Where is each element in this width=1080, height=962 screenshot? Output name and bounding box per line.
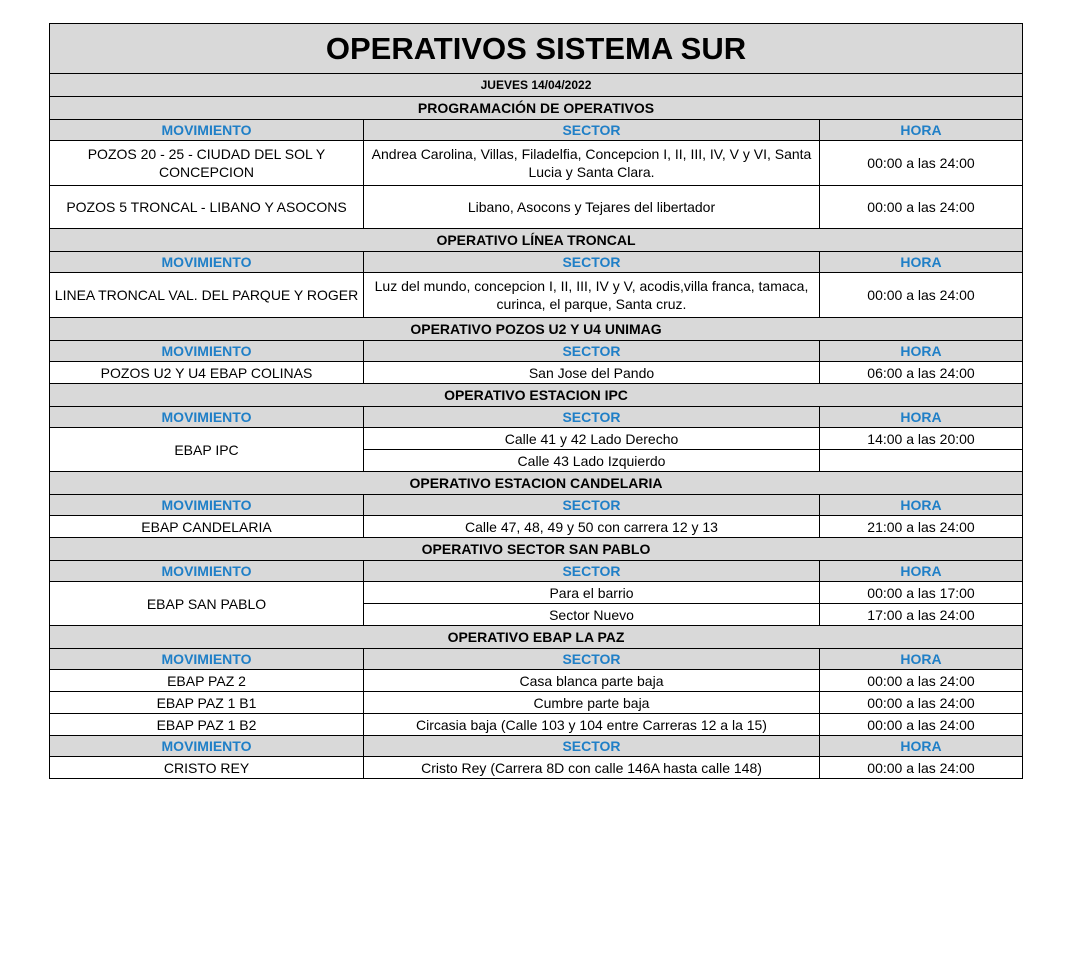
header-movimiento: MOVIMIENTO [50, 120, 364, 141]
cell-sector: Calle 43 Lado Izquierdo [364, 450, 820, 472]
header-movimiento: MOVIMIENTO [50, 561, 364, 582]
header-hora: HORA [820, 120, 1023, 141]
header-sector: SECTOR [364, 736, 820, 757]
operativos-table [49, 23, 1023, 779]
table-row [50, 428, 1023, 450]
table-row [50, 273, 1023, 318]
table-row [50, 692, 1023, 714]
header-hora: HORA [820, 495, 1023, 516]
cell-hora: 00:00 a las 24:00 [820, 670, 1023, 692]
column-header-row [50, 341, 1023, 362]
cell-sector: Sector Nuevo [364, 604, 820, 626]
header-movimiento: MOVIMIENTO [50, 495, 364, 516]
section-title: OPERATIVO EBAP LA PAZ [50, 626, 1023, 649]
table-row [50, 757, 1023, 779]
cell-movimiento: LINEA TRONCAL VAL. DEL PARQUE Y ROGER [50, 273, 364, 318]
section-row [50, 384, 1023, 407]
table-row [50, 362, 1023, 384]
cell-sector: Cristo Rey (Carrera 8D con calle 146A hasta calle 148) [364, 757, 820, 779]
cell-hora: 00:00 a las 17:00 [820, 582, 1023, 604]
page-title: OPERATIVOS SISTEMA SUR [50, 24, 1023, 74]
header-movimiento: MOVIMIENTO [50, 252, 364, 273]
cell-sector: Cumbre parte baja [364, 692, 820, 714]
cell-hora [820, 450, 1023, 472]
header-movimiento: MOVIMIENTO [50, 341, 364, 362]
header-movimiento: MOVIMIENTO [50, 649, 364, 670]
column-header-row [50, 407, 1023, 428]
cell-movimiento: EBAP SAN PABLO [50, 582, 364, 626]
date-label: JUEVES 14/04/2022 [50, 74, 1023, 97]
cell-hora: 00:00 a las 24:00 [820, 714, 1023, 736]
column-header-row [50, 252, 1023, 273]
column-header-row [50, 561, 1023, 582]
section-title: PROGRAMACIÓN DE OPERATIVOS [50, 97, 1023, 120]
table-row [50, 186, 1023, 229]
cell-sector: Circasia baja (Calle 103 y 104 entre Carreras 12 a la 15) [364, 714, 820, 736]
header-hora: HORA [820, 649, 1023, 670]
section-title: OPERATIVO SECTOR SAN PABLO [50, 538, 1023, 561]
header-hora: HORA [820, 561, 1023, 582]
header-sector: SECTOR [364, 495, 820, 516]
column-header-row [50, 649, 1023, 670]
cell-movimiento: EBAP IPC [50, 428, 364, 472]
section-row [50, 626, 1023, 649]
header-movimiento: MOVIMIENTO [50, 736, 364, 757]
cell-movimiento: POZOS U2 Y U4 EBAP COLINAS [50, 362, 364, 384]
cell-hora: 00:00 a las 24:00 [820, 757, 1023, 779]
section-title: OPERATIVO ESTACION CANDELARIA [50, 472, 1023, 495]
cell-hora: 14:00 a las 20:00 [820, 428, 1023, 450]
cell-sector: Andrea Carolina, Villas, Filadelfia, Concepcion I, II, III, IV, V y VI, Santa Lucia y Santa Clara. [364, 141, 820, 186]
table-row [50, 670, 1023, 692]
cell-sector: Calle 47, 48, 49 y 50 con carrera 12 y 13 [364, 516, 820, 538]
section-row [50, 472, 1023, 495]
section-title: OPERATIVO POZOS U2 Y U4 UNIMAG [50, 318, 1023, 341]
section-row [50, 538, 1023, 561]
date-row [50, 74, 1023, 97]
section-row [50, 97, 1023, 120]
cell-movimiento: EBAP PAZ 1 B1 [50, 692, 364, 714]
header-hora: HORA [820, 407, 1023, 428]
table-row [50, 714, 1023, 736]
column-header-row [50, 120, 1023, 141]
header-hora: HORA [820, 736, 1023, 757]
table-row [50, 516, 1023, 538]
column-header-row [50, 736, 1023, 757]
header-movimiento: MOVIMIENTO [50, 407, 364, 428]
cell-sector: Casa blanca parte baja [364, 670, 820, 692]
cell-hora: 00:00 a las 24:00 [820, 273, 1023, 318]
section-row [50, 318, 1023, 341]
cell-hora: 00:00 a las 24:00 [820, 141, 1023, 186]
cell-hora: 00:00 a las 24:00 [820, 186, 1023, 229]
cell-movimiento: POZOS 5 TRONCAL - LIBANO Y ASOCONS [50, 186, 364, 229]
title-row [50, 24, 1023, 74]
column-header-row [50, 495, 1023, 516]
cell-sector: Calle 41 y 42 Lado Derecho [364, 428, 820, 450]
header-sector: SECTOR [364, 252, 820, 273]
cell-movimiento: EBAP CANDELARIA [50, 516, 364, 538]
header-hora: HORA [820, 252, 1023, 273]
cell-sector: Para el barrio [364, 582, 820, 604]
header-sector: SECTOR [364, 649, 820, 670]
cell-movimiento: EBAP PAZ 2 [50, 670, 364, 692]
cell-movimiento: CRISTO REY [50, 757, 364, 779]
cell-movimiento: EBAP PAZ 1 B2 [50, 714, 364, 736]
cell-hora: 17:00 a las 24:00 [820, 604, 1023, 626]
cell-hora: 06:00 a las 24:00 [820, 362, 1023, 384]
header-sector: SECTOR [364, 341, 820, 362]
header-hora: HORA [820, 341, 1023, 362]
cell-hora: 21:00 a las 24:00 [820, 516, 1023, 538]
table-row [50, 141, 1023, 186]
cell-hora: 00:00 a las 24:00 [820, 692, 1023, 714]
header-sector: SECTOR [364, 407, 820, 428]
section-title: OPERATIVO ESTACION IPC [50, 384, 1023, 407]
cell-sector: San Jose del Pando [364, 362, 820, 384]
header-sector: SECTOR [364, 120, 820, 141]
cell-sector: Luz del mundo, concepcion I, II, III, IV y V, acodis,villa franca, tamaca, curinca, el parque, Santa cruz. [364, 273, 820, 318]
section-row [50, 229, 1023, 252]
section-title: OPERATIVO LÍNEA TRONCAL [50, 229, 1023, 252]
cell-sector: Libano, Asocons y Tejares del libertador [364, 186, 820, 229]
table-row [50, 582, 1023, 604]
header-sector: SECTOR [364, 561, 820, 582]
cell-movimiento: POZOS 20 - 25 - CIUDAD DEL SOL Y CONCEPCION [50, 141, 364, 186]
